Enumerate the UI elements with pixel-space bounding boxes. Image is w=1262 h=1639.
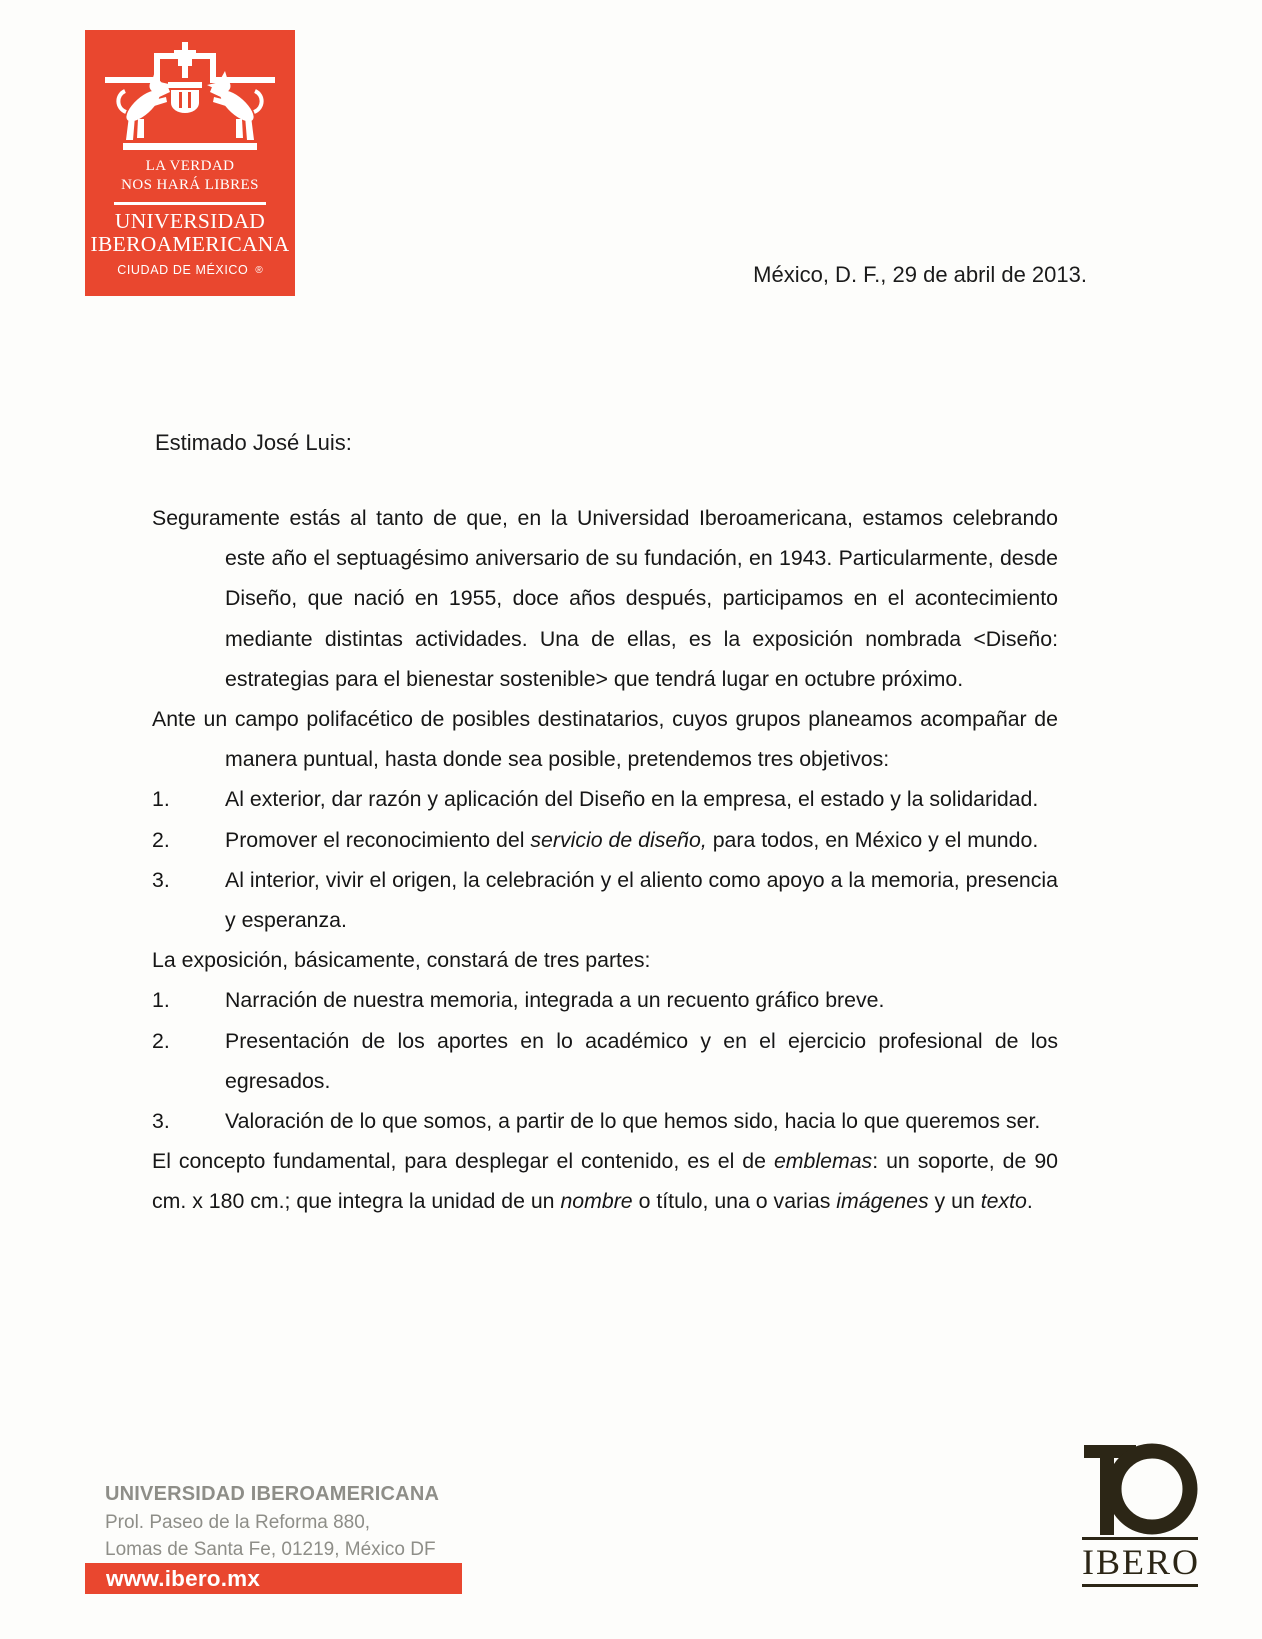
footer-address bbox=[105, 1481, 439, 1564]
motto-line-1: LA VERDAD bbox=[145, 158, 235, 174]
paragraph: La exposición, básicamente, constará de tres partes: bbox=[152, 948, 651, 973]
ibero-wordmark: IBERO bbox=[1082, 1542, 1200, 1582]
list-marker: 2. bbox=[152, 827, 170, 852]
paragraph: 3. Al interior, vivir el origen, la celebración y el aliento como apoyo a la memoria, presencia y esperanza. bbox=[152, 860, 1058, 940]
list-marker: 2. bbox=[152, 1028, 170, 1053]
letterhead-logo bbox=[85, 30, 295, 296]
website-bar bbox=[85, 1563, 462, 1594]
paragraph: 2. Promover el reconocimiento del servicio de diseño, para todos, en México y el mundo. bbox=[152, 820, 1058, 860]
letter-date: México, D. F., 29 de abril de 2013. bbox=[753, 262, 1087, 287]
paragraph: Ante un campo polifacético de posibles destinatarios, cuyos grupos planeamos acompañar de manera puntual, hasta donde sea posible, pretendemos tres objetivos: bbox=[152, 707, 1058, 772]
letterhead-city: CIUDAD DE MÉXICO ® bbox=[117, 262, 263, 277]
website-url: www.ibero.mx bbox=[106, 1565, 261, 1591]
list-marker: 3. bbox=[152, 1109, 170, 1134]
footer-address-line-1: Prol. Paseo de la Reforma 880, bbox=[105, 1511, 371, 1533]
ibero-anniversary-logo bbox=[1082, 1443, 1198, 1589]
university-name-line-2: IBEROAMERICANA bbox=[90, 231, 290, 256]
paragraph: 1. Narración de nuestra memoria, integrada a un recuento gráfico breve. bbox=[152, 980, 1058, 1020]
paragraph: 3. Valoración de lo que somos, a partir de lo que hemos sido, hacia lo que queremos ser. bbox=[152, 1101, 1058, 1141]
university-name-line-1: UNIVERSIDAD bbox=[114, 208, 266, 233]
paragraph: Seguramente estás al tanto de que, en la Universidad Iberoamericana, estamos celebrando este año el septuagésimo aniversario de su fundación, en 1943. Particularmente, desde Diseño, que nació en 1955, doce años después, participamos en el acontecimiento mediante distintas actividades. Una de ellas, es la exposición nombrada <Diseño: estrategias para el bienestar sostenible> que tendrá lugar en octubre próximo. bbox=[152, 506, 1058, 691]
footer-address-line-2: Lomas de Santa Fe, 01219, México DF bbox=[105, 1539, 436, 1560]
list-marker: 1. bbox=[152, 787, 170, 812]
paragraph: El concepto fundamental, para desplegar el contenido, es el de emblemas: un soporte, de 90 cm. x 180 cm.; que integra la unidad de un nombre o título, una o varias imágenes y un texto. bbox=[152, 1149, 1059, 1214]
list-marker: 3. bbox=[152, 867, 170, 892]
list-marker: 1. bbox=[152, 988, 170, 1013]
letter-body bbox=[152, 498, 1058, 1222]
ibero-rule-bottom bbox=[1082, 1584, 1198, 1587]
university-crest-icon bbox=[95, 40, 285, 155]
registered-mark: ® bbox=[255, 264, 263, 276]
salutation: Estimado José Luis: bbox=[155, 430, 352, 455]
ibero-rule-top bbox=[1082, 1537, 1198, 1540]
motto-line-2: NOS HARÁ LIBRES bbox=[121, 177, 259, 193]
footer-org: UNIVERSIDAD IBEROAMERICANA bbox=[105, 1483, 440, 1505]
paragraph: 1. Al exterior, dar razón y aplicación del Diseño en la empresa, el estado y la solidaridad. bbox=[152, 779, 1058, 819]
ibero-70-mark-icon bbox=[1082, 1443, 1198, 1535]
letterhead-divider bbox=[114, 202, 266, 205]
paragraph: 2. Presentación de los aportes en lo académico y en el ejercicio profesional de los egresados. bbox=[152, 1021, 1058, 1101]
